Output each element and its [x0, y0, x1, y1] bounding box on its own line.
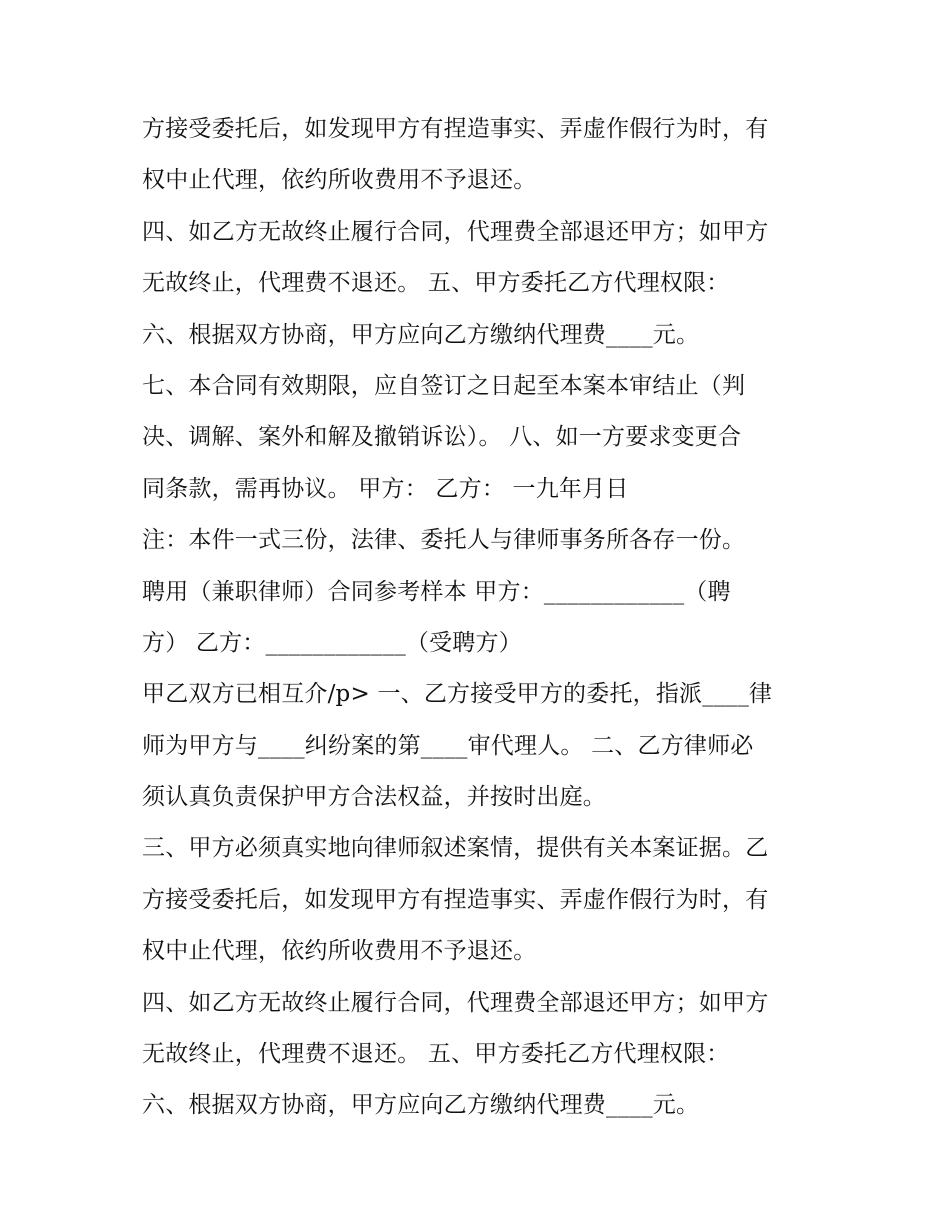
text-line-9: 注：本件一式三份，法律、委托人与律师事务所各存一份。 — [142, 527, 746, 554]
text-line-13: 师为甲方与____纠纷案的第____审代理人。 二、乙方律师必 — [142, 732, 754, 759]
text-line-12: 甲乙双方已相互介/p> 一、乙方接受甲方的委托，指派____律 — [142, 681, 773, 708]
text-line-5: 六、根据双方协商，甲方应向乙方缴纳代理费____元。 — [142, 321, 700, 348]
text-line-18: 四、如乙方无故终止履行合同，代理费全部退还甲方；如甲方 — [142, 989, 769, 1016]
text-line-16: 方接受委托后，如发现甲方有捏造事实、弄虚作假行为时，有 — [142, 886, 769, 913]
text-line-17: 权中止代理，依约所收费用不予退还。 — [142, 938, 537, 965]
text-line-8: 同条款，需再协议。 甲方： 乙方： 一九年月日 — [142, 475, 629, 502]
text-line-7: 决、调解、案外和解及撤销诉讼）。 八、如一方要求变更合 — [142, 424, 742, 451]
text-line-11: 方） 乙方：____________（受聘方） — [142, 629, 522, 656]
text-line-20: 六、根据双方协商，甲方应向乙方缴纳代理费____元。 — [142, 1092, 700, 1119]
text-line-2: 权中止代理，依约所收费用不予退还。 — [142, 167, 537, 194]
text-line-6: 七、本合同有效期限，应自签订之日起至本案本审结止（判 — [142, 372, 746, 399]
text-line-1: 方接受委托后，如发现甲方有捏造事实、弄虚作假行为时，有 — [142, 116, 769, 142]
text-line-3: 四、如乙方无故终止履行合同，代理费全部退还甲方；如甲方 — [142, 218, 769, 245]
text-line-4: 无故终止，代理费不退还。 五、甲方委托乙方代理权限： — [142, 270, 730, 297]
text-line-10: 聘用（兼职律师）合同参考样本 甲方：____________（聘 — [142, 578, 731, 605]
text-line-15: 三、甲方必须真实地向律师叙述案情，提供有关本案证据。乙 — [142, 835, 769, 862]
text-line-14: 须认真负责保护甲方合法权益，并按时出庭。 — [142, 784, 606, 811]
contract-body-text — [142, 104, 822, 1132]
text-line-19: 无故终止，代理费不退还。 五、甲方委托乙方代理权限： — [142, 1041, 730, 1068]
